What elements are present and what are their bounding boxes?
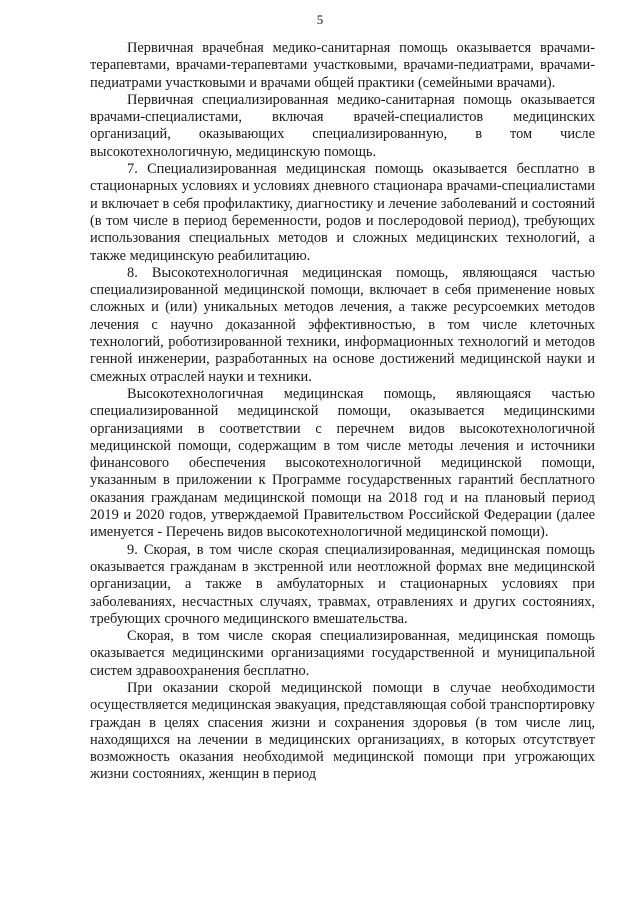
paragraph: Первичная врачебная медико-санитарная помощь оказывается врачами-терапевтами, врачами-терапевтами участковыми, врачами-педиатрами, врачами-педиатрами участковыми и врачами общей практики (семейными врачами). — [90, 40, 595, 91]
paragraph: Первичная специализированная медико-санитарная помощь оказывается врачами-специалистами, включая врачей-специалистов медицинских организаций, оказывающих специализированную, в том числе высокотехнологичную, медицинскую помощь. — [90, 91, 595, 160]
paragraph: 7. Специализированная медицинская помощь оказывается бесплатно в стационарных условиях и условиях дневного стационара врачами-специалистами и включает в себя профилактику, диагностику и лечение заболеваний и состояний (в том числе в период беременности, родов и послеродовой период), требующих использования специальных методов и сложных медицинских технологий, а также медицинскую реабилитацию. — [90, 161, 595, 264]
paragraph: Скорая, в том числе скорая специализированная, медицинская помощь оказывается медицинскими организациями государственной и муниципальной систем здравоохранения бесплатно. — [90, 628, 595, 679]
paragraph: 9. Скорая, в том числе скорая специализированная, медицинская помощь оказывается гражданам в экстренной или неотложной формах вне медицинской организации, а также в амбулаторных и стационарных условиях при заболеваниях, несчастных случаях, травмах, отравлениях и других состояниях, требующих срочного медицинского вмешательства. — [90, 541, 595, 627]
paragraph: При оказании скорой медицинской помощи в случае необходимости осуществляется медицинская эвакуация, представляющая собой транспортировку граждан в целях спасения жизни и сохранения здоровья (в том числе лиц, находящихся на лечении в медицинских организациях, в которых отсутствует возможность оказания необходимой медицинской помощи при угрожающих жизни состояниях, женщин в период — [90, 679, 595, 783]
paragraph: Высокотехнологичная медицинская помощь, являющаяся частью специализированной медицинской помощи, оказывается медицинскими организациями в соответствии с перечнем видов высокотехнологичной медицинской помощи, содержащим в том числе методы лечения и источники финансового обеспечения высокотехнологичной медицинской помощи, указанным в приложении к Программе государственных гарантий бесплатного оказания гражданам медицинской помощи на 2018 год и на плановый период 2019 и 2020 годов, утверждаемой Правительством Российской Федерации (далее именуется - Перечень видов высокотехнологичной медицинской помощи). — [90, 385, 595, 541]
document-body — [90, 40, 595, 784]
paragraph: 8. Высокотехнологичная медицинская помощь, являющаяся частью специализированной медицинской помощи, включает в себя применение новых сложных и (или) уникальных методов лечения, а также ресурсоемких методов лечения с научно доказанной эффективностью, в том числе клеточных технологий, роботизированной техники, информационных технологий и методов генной инженерии, разработанных на основе достижений медицинской науки и смежных отраслей науки и техники. — [90, 264, 595, 385]
page-number: 5 — [316, 12, 324, 27]
